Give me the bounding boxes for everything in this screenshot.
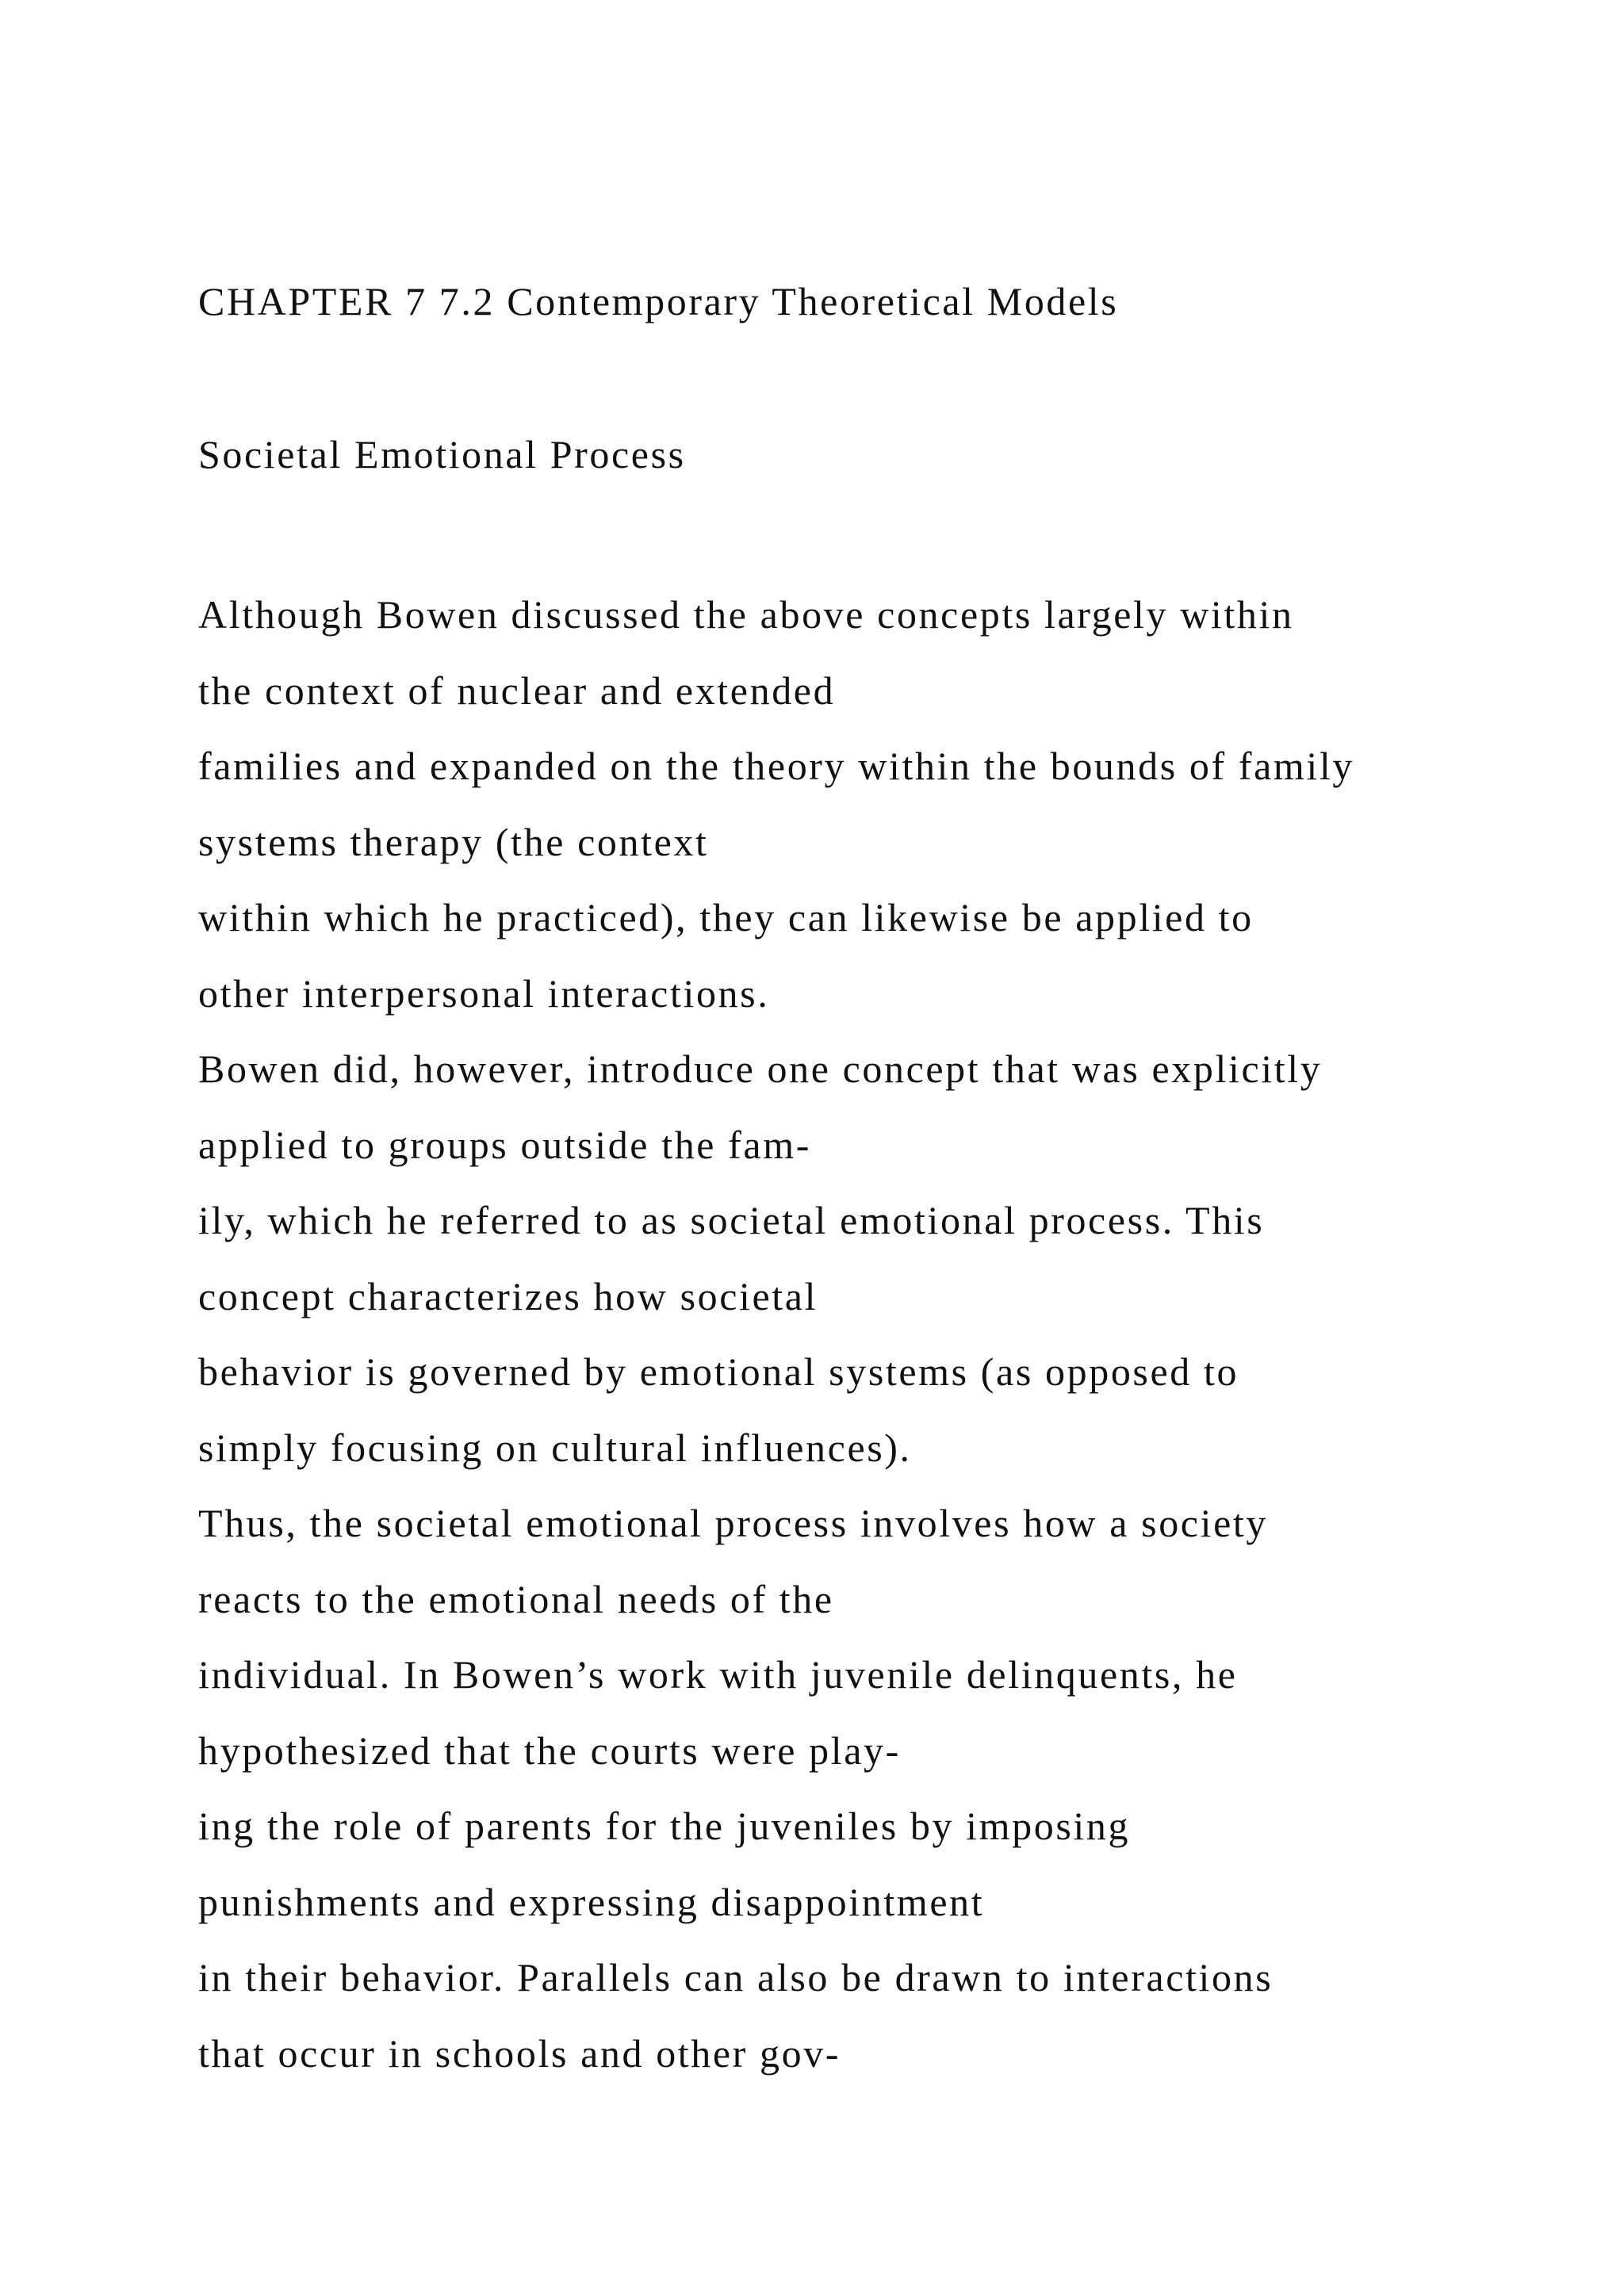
text-line: systems therapy (the context <box>198 819 709 864</box>
text-line: other interpersonal interactions. <box>198 970 770 1016</box>
text-line: families and expanded on the theory within the bounds of family <box>198 744 1354 788</box>
text-line: the context of nuclear and extended <box>198 668 836 713</box>
text-line: that occur in schools and other gov- <box>198 2030 841 2076</box>
text-line: Thus, the societal emotional process involves how a society <box>198 1501 1268 1545</box>
text-line: behavior is governed by emotional systems (as opposed to <box>198 1349 1239 1394</box>
body-paragraph <box>198 577 1529 2091</box>
text-line: concept characterizes how societal <box>198 1273 818 1318</box>
chapter-heading: CHAPTER 7 7.2 Contemporary Theoretical Models <box>198 279 1119 323</box>
text-line: ily, which he referred to as societal emotional process. This <box>198 1198 1265 1242</box>
text-line: Bowen did, however, introduce one concept that was explicitly <box>198 1047 1323 1091</box>
text-line: individual. In Bowen’s work with juvenile delinquents, he <box>198 1652 1238 1697</box>
text-line: applied to groups outside the fam- <box>198 1122 811 1167</box>
text-line: in their behavior. Parallels can also be drawn to interactions <box>198 1955 1274 1999</box>
text-line: punishments and expressing disappointment <box>198 1879 985 1924</box>
text-line: simply focusing on cultural influences). <box>198 1425 912 1470</box>
text-line: within which he practiced), they can likewise be applied to <box>198 895 1254 939</box>
text-line: hypothesized that the courts were play- <box>198 1728 901 1773</box>
text-line: ing the role of parents for the juveniles by imposing <box>198 1804 1131 1848</box>
section-title: Societal Emotional Process <box>198 432 686 476</box>
text-line: reacts to the emotional needs of the <box>198 1576 834 1621</box>
text-line: Although Bowen discussed the above concepts largely within <box>198 592 1294 637</box>
